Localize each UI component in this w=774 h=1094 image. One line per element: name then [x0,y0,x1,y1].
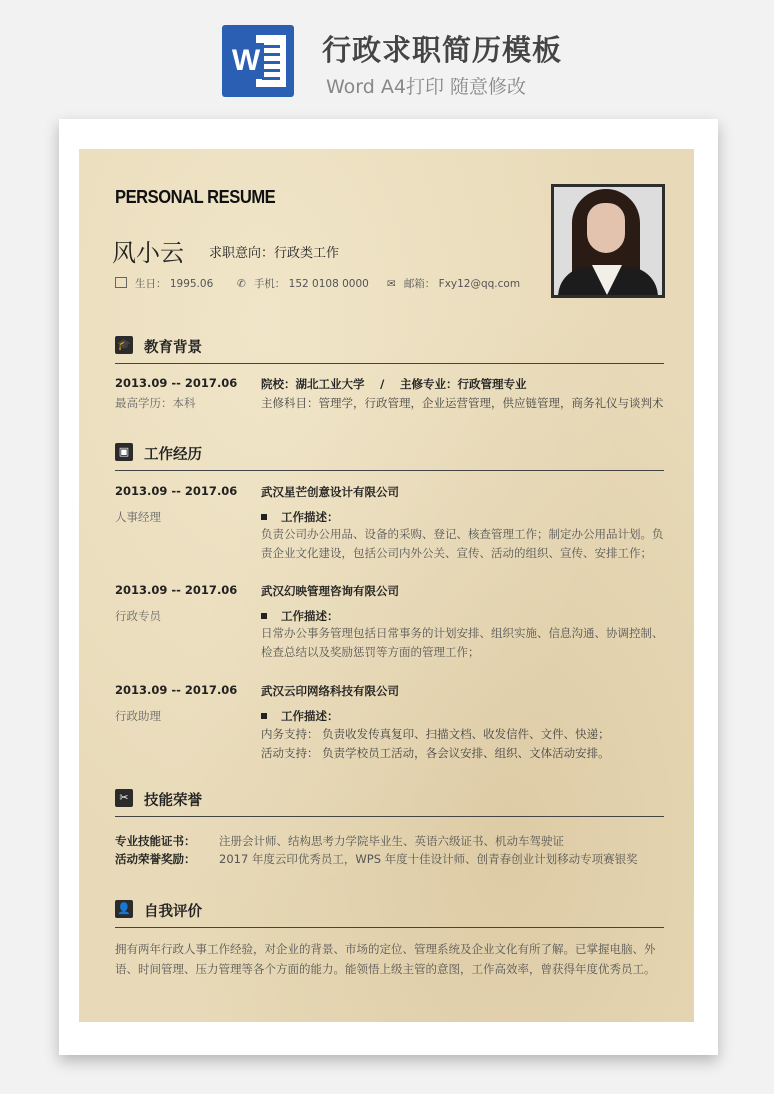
phone-info [237,276,369,291]
job-date: 2013.09 -- 2017.06 [115,583,238,597]
school: 院校：湖北工业大学 [261,377,365,391]
job-desc-label: 工作描述： [261,708,339,724]
person-icon: 👤 [115,900,133,918]
section-divider [115,816,664,817]
job-company: 武汉星芒创意设计有限公司 [261,485,399,499]
resume-sheet [79,149,694,1022]
word-logo-icon [222,25,294,97]
tools-icon: ✂ [115,789,133,807]
bullet-icon [261,514,267,520]
major: 主修专业：行政管理专业 [400,377,527,391]
briefcase-icon: ▣ [115,443,133,461]
bullet-icon [261,713,267,719]
email-text: 邮箱： Fxy12@qq.com [403,278,521,290]
bullet-icon [261,613,267,619]
self-title: 自我评价 [144,904,202,920]
resume-title: PERSONAL RESUME [115,187,276,207]
award-label: 活动荣誉奖励： [115,852,196,866]
job-desc-line: 内务支持： 负责收发传真复印、扫描文档、收发信件、文件、快递； [261,727,610,741]
skills-title: 技能荣誉 [144,793,202,809]
education-title: 教育背景 [144,340,202,356]
job-role: 人事经理 [115,510,161,524]
word-logo-letter: W [228,43,264,79]
job-desc-label: 工作描述： [261,509,339,525]
self-evaluation: 拥有两年行政人事工作经验，对企业的背景、市场的定位、管理系统及企业文化有所了解。已掌握电脑、外语、时间管理、压力管理等各个方面的能力。能领悟上级主管的意图，工作高效率，曾获得年度优秀员工。 [115,942,656,976]
banner-title: 行政求职简历模板 [322,33,563,67]
award-value: 2017 年度云印优秀员工，WPS 年度十佳设计师、创青春创业计划移动专项赛银奖 [219,852,638,866]
cert-label: 专业技能证书： [115,834,196,848]
job-desc-line: 活动支持： 负责学校员工活动，各会议安排、组织、文体活动安排。 [261,746,610,760]
job-desc: 负责公司办公用品、设备的采购、登记、核查管理工作；制定办公用品计划。负责企业文化建设，包括公司内外公关、宣传、活动的组织、宣传、安排工作； [261,527,664,560]
mail-icon: ✉ [387,278,396,290]
birth-text: 生日： 1995.06 [135,278,214,290]
section-divider [115,363,664,364]
birth-info [115,276,213,291]
education-date: 2013.09 -- 2017.06 [115,376,238,390]
banner [0,0,774,112]
job-intent: 求职意向：行政类工作 [209,246,340,261]
graduation-cap-icon: 🎓 [115,336,133,354]
email-info [387,276,520,291]
calendar-icon [115,277,127,288]
job-company: 武汉云印网络科技有限公司 [261,684,399,698]
degree: 最高学历：本科 [115,396,196,410]
education-school-row [261,376,527,392]
phone-text: 手机： 152 0108 0000 [253,278,369,290]
phone-icon: ✆ [237,278,246,290]
work-title: 工作经历 [144,447,202,463]
section-divider [115,927,664,928]
job-desc: 日常办公事务管理包括日常事务的计划安排、组织实施、信息沟通、协调控制、检查总结以及奖励惩罚等方面的管理工作； [261,626,664,659]
job-date: 2013.09 -- 2017.06 [115,484,238,498]
section-divider [115,470,664,471]
job-date: 2013.09 -- 2017.06 [115,683,238,697]
job-role: 行政专员 [115,609,161,623]
job-company: 武汉幻映管理咨询有限公司 [261,584,399,598]
candidate-name: 风小云 [112,239,184,267]
cert-value: 注册会计师、结构思考力学院毕业生、英语六级证书、机动车驾驶证 [219,834,564,848]
job-role: 行政助理 [115,709,161,723]
banner-subtitle: Word A4打印 随意修改 [326,76,527,98]
separator: / [380,377,385,391]
job-desc-label: 工作描述： [261,608,339,624]
avatar [551,184,665,298]
courses: 主修科目：管理学，行政管理，企业运营管理，供应链管理，商务礼仪与谈判术 [261,396,664,410]
